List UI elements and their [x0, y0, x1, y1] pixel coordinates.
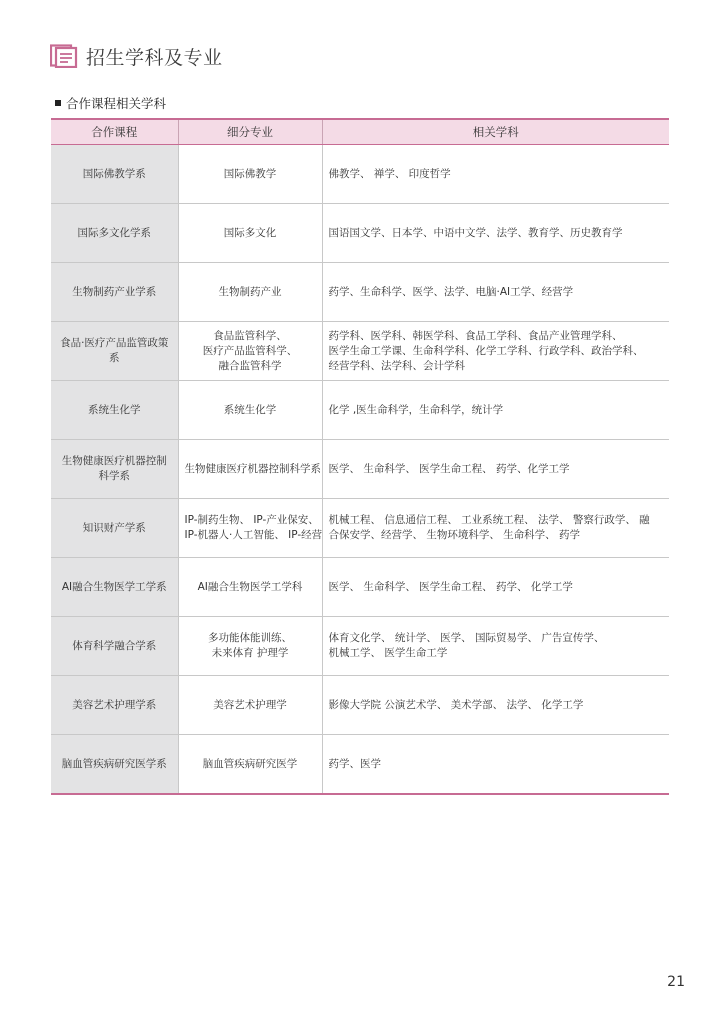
table-row	[51, 145, 669, 204]
table-row	[51, 499, 669, 558]
major-line: 脑血管疾病研究医学	[202, 757, 298, 770]
table-row	[51, 676, 669, 735]
course-cell: 脑血管疾病研究医学系	[51, 735, 178, 795]
table-row	[51, 617, 669, 676]
major-cell	[178, 440, 322, 499]
major-line: 融合监管科学	[218, 359, 282, 372]
subjects-line: 医学、 生命科学、 医学生命工程、 药学、化学工学	[328, 462, 570, 475]
major-cell	[178, 735, 322, 795]
subjects-cell	[322, 381, 669, 440]
subjects-line: 医学生命工学课、生命科学科、化学工学科、行政学科、政治学科、	[328, 344, 644, 357]
major-cell	[178, 676, 322, 735]
subjects-cell	[322, 676, 669, 735]
subjects-cell	[322, 204, 669, 263]
major-line: 系统生化学	[223, 403, 277, 416]
subjects-line: 经营学科、法学科、会计学科	[328, 359, 465, 372]
major-cell	[178, 499, 322, 558]
major-line: 美容艺术护理学	[213, 698, 287, 711]
square-bullet-icon	[55, 100, 61, 106]
table-row	[51, 322, 669, 381]
column-header-major: 细分专业	[178, 119, 322, 145]
major-cell	[178, 145, 322, 204]
subjects-line: 化学 ,医生命科学，生命科学，统计学	[328, 403, 504, 416]
course-cell: 美容艺术护理学系	[51, 676, 178, 735]
page-number: 21	[667, 974, 685, 990]
course-cell: 知识财产学系	[51, 499, 178, 558]
subjects-cell	[322, 263, 669, 322]
subjects-line: 国语国文学、日本学、中语中文学、法学、教育学、历史教育学	[328, 226, 623, 239]
subjects-line: 影像大学院 公演艺术学、 美术学部、 法学、 化学工学	[328, 698, 584, 711]
major-line: 医疗产品监管科学、	[202, 344, 298, 357]
major-line: IP-机器人·人工智能、 IP-经营	[184, 529, 323, 541]
subjects-cell	[322, 440, 669, 499]
subjects-line: 药学科、医学科、韩医学科、食品工学科、食品产业管理学科、	[328, 329, 623, 342]
course-cell: 体育科学融合学系	[51, 617, 178, 676]
major-line: 国际佛教学	[223, 167, 277, 180]
subjects-cell	[322, 322, 669, 381]
page-header	[50, 42, 223, 70]
subjects-cell	[322, 499, 669, 558]
course-cell: AI融合生物医学工学系	[51, 558, 178, 617]
table-header-row	[51, 119, 669, 145]
section-title	[55, 94, 166, 112]
major-line: 生物制药产业	[218, 285, 282, 298]
subjects-cell	[322, 145, 669, 204]
major-cell	[178, 263, 322, 322]
subjects-cell	[322, 617, 669, 676]
course-cell: 国际佛教学系	[51, 145, 178, 204]
course-cell: 生物制药产业学系	[51, 263, 178, 322]
column-header-subjects: 相关学科	[322, 119, 669, 145]
table-row	[51, 204, 669, 263]
section-title-text: 合作课程相关学科	[66, 96, 167, 111]
major-line: 食品监管科学、	[213, 329, 287, 342]
subjects-line: 医学、 生命科学、 医学生命工程、 药学、 化学工学	[328, 580, 573, 593]
table-row	[51, 263, 669, 322]
major-cell	[178, 558, 322, 617]
table-row	[51, 381, 669, 440]
major-line: IP-制药生物、 IP-产业保安、	[184, 514, 319, 526]
major-line: 生物健康医疗机器控制科学系	[184, 462, 321, 475]
subjects-line: 药学、医学	[328, 757, 381, 770]
subjects-line: 机械工程、 信息通信工程、 工业系统工程、 法学、 警察行政学、 融	[328, 514, 650, 526]
major-cell	[178, 381, 322, 440]
subjects-cell	[322, 735, 669, 795]
document-icon	[50, 44, 78, 68]
subjects-line: 佛教学、 禅学、 印度哲学	[328, 167, 451, 180]
major-line: AI融合生物医学工学科	[197, 580, 303, 593]
subjects-line: 体育文化学、 统计学、 医学、 国际贸易学、 广告宣传学、	[328, 632, 605, 644]
major-cell	[178, 617, 322, 676]
subjects-line: 药学、生命科学、医学、法学、电脑·AI工学、经营学	[328, 285, 574, 298]
course-cell: 生物健康医疗机器控制科学系	[51, 440, 178, 499]
course-cell: 食品·医疗产品监管政策系	[51, 322, 178, 381]
major-line: 未来体育 护理学	[211, 647, 289, 659]
course-cell: 系统生化学	[51, 381, 178, 440]
column-header-course: 合作课程	[51, 119, 178, 145]
subjects-line: 机械工学、 医学生命工学	[328, 647, 448, 659]
major-cell	[178, 322, 322, 381]
table-row	[51, 558, 669, 617]
table-row	[51, 735, 669, 795]
table-row	[51, 440, 669, 499]
course-table	[51, 118, 669, 795]
subjects-cell	[322, 558, 669, 617]
major-cell	[178, 204, 322, 263]
major-line: 多功能体能训练、	[208, 632, 292, 644]
page-title: 招生学科及专业	[86, 46, 223, 69]
subjects-line: 合保安学、经营学、 生物环境科学、 生命科学、 药学	[328, 529, 581, 541]
course-cell: 国际多文化学系	[51, 204, 178, 263]
major-line: 国际多文化	[223, 226, 277, 239]
